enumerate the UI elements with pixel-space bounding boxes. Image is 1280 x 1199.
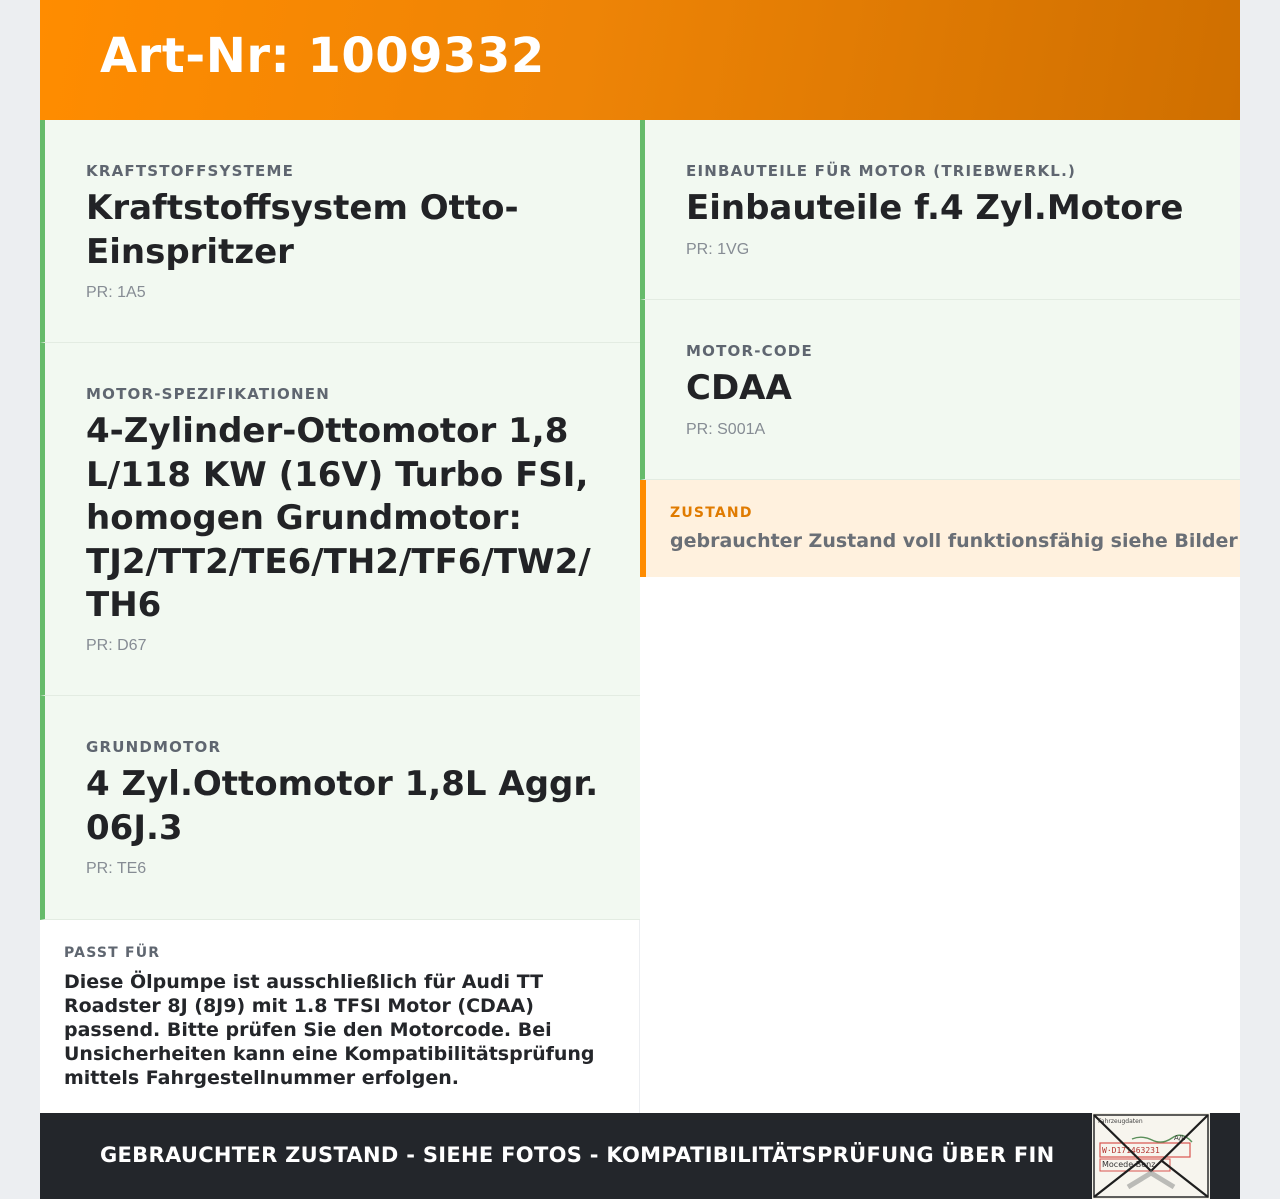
envelope-photo-icon[interactable] [1092,1113,1210,1199]
card-motor-code [640,300,1240,480]
card-value: Einbauteile f.4 Zyl.Motore [686,188,1184,228]
fits-for-label: PASST FÜR [64,945,161,961]
card-value: 4-Zylinder-Ottomotor 1,8 L/118 KW (16V) Turbo FSI, homogen Grundmotor: TJ2/TT2/TE6/TH2/TF6/TW2/TH6 [86,411,591,625]
footer-banner [40,1113,1240,1199]
card-category: MOTOR-CODE [686,342,813,360]
fits-for-text: Diese Ölpumpe ist ausschließlich für Audi TT Roadster 8J (8J9) mit 1.8 TFSI Motor (CDAA) passend. Bitte prüfen Sie den Motorcode. Bei Unsicherheiten kann eine Kompatibilitätsprüfung mittels Fahrgestellnummer erfolgen. [64,971,595,1089]
card-motor-spezifikationen [40,343,640,696]
card-kraftstoffsysteme [40,120,640,343]
condition-box [640,480,1240,577]
card-pr-code: PR: S001A [686,421,766,438]
condition-label: ZUSTAND [670,505,753,521]
condition-text: gebrauchter Zustand voll funktionsfähig siehe Bilder [670,530,1238,552]
card-value: Kraftstoffsystem Otto-Einspritzer [86,188,519,272]
footer-banner-text: GEBRAUCHTER ZUSTAND - SIEHE FOTOS - KOMPATIBILITÄTSPRÜFUNG ÜBER FIN [100,1143,1055,1167]
thumb-vin: W·D171463231 [1102,1146,1160,1155]
thumb-code: A/L [1174,1134,1186,1142]
card-pr-code: PR: TE6 [86,860,147,877]
envelope-photo-graphic [1092,1113,1210,1199]
card-pr-code: PR: D67 [86,637,147,654]
card-category: GRUNDMOTOR [86,738,222,756]
card-category: KRAFTSTOFFSYSTEME [86,162,295,180]
card-category: EINBAUTEILE FÜR MOTOR (TRIEBWERKL.) [686,162,1077,180]
card-category: MOTOR-SPEZIFIKATIONEN [86,385,330,403]
header-bar [40,0,1240,120]
card-value: CDAA [686,368,792,408]
card-einbauteile [640,120,1240,300]
thumb-brand: Mocede-Benz [1102,1160,1156,1169]
card-pr-code: PR: 1A5 [86,284,146,301]
product-sheet [40,0,1240,1199]
card-grundmotor [40,696,640,920]
fits-for-section [40,920,640,1113]
card-pr-code: PR: 1VG [686,241,750,258]
article-number-title: Art-Nr: 1009332 [100,28,545,84]
card-value: 4 Zyl.Ottomotor 1,8L Aggr. 06J.3 [86,764,599,848]
thumb-small-label: Fahrzeugdaten [1098,1118,1143,1125]
